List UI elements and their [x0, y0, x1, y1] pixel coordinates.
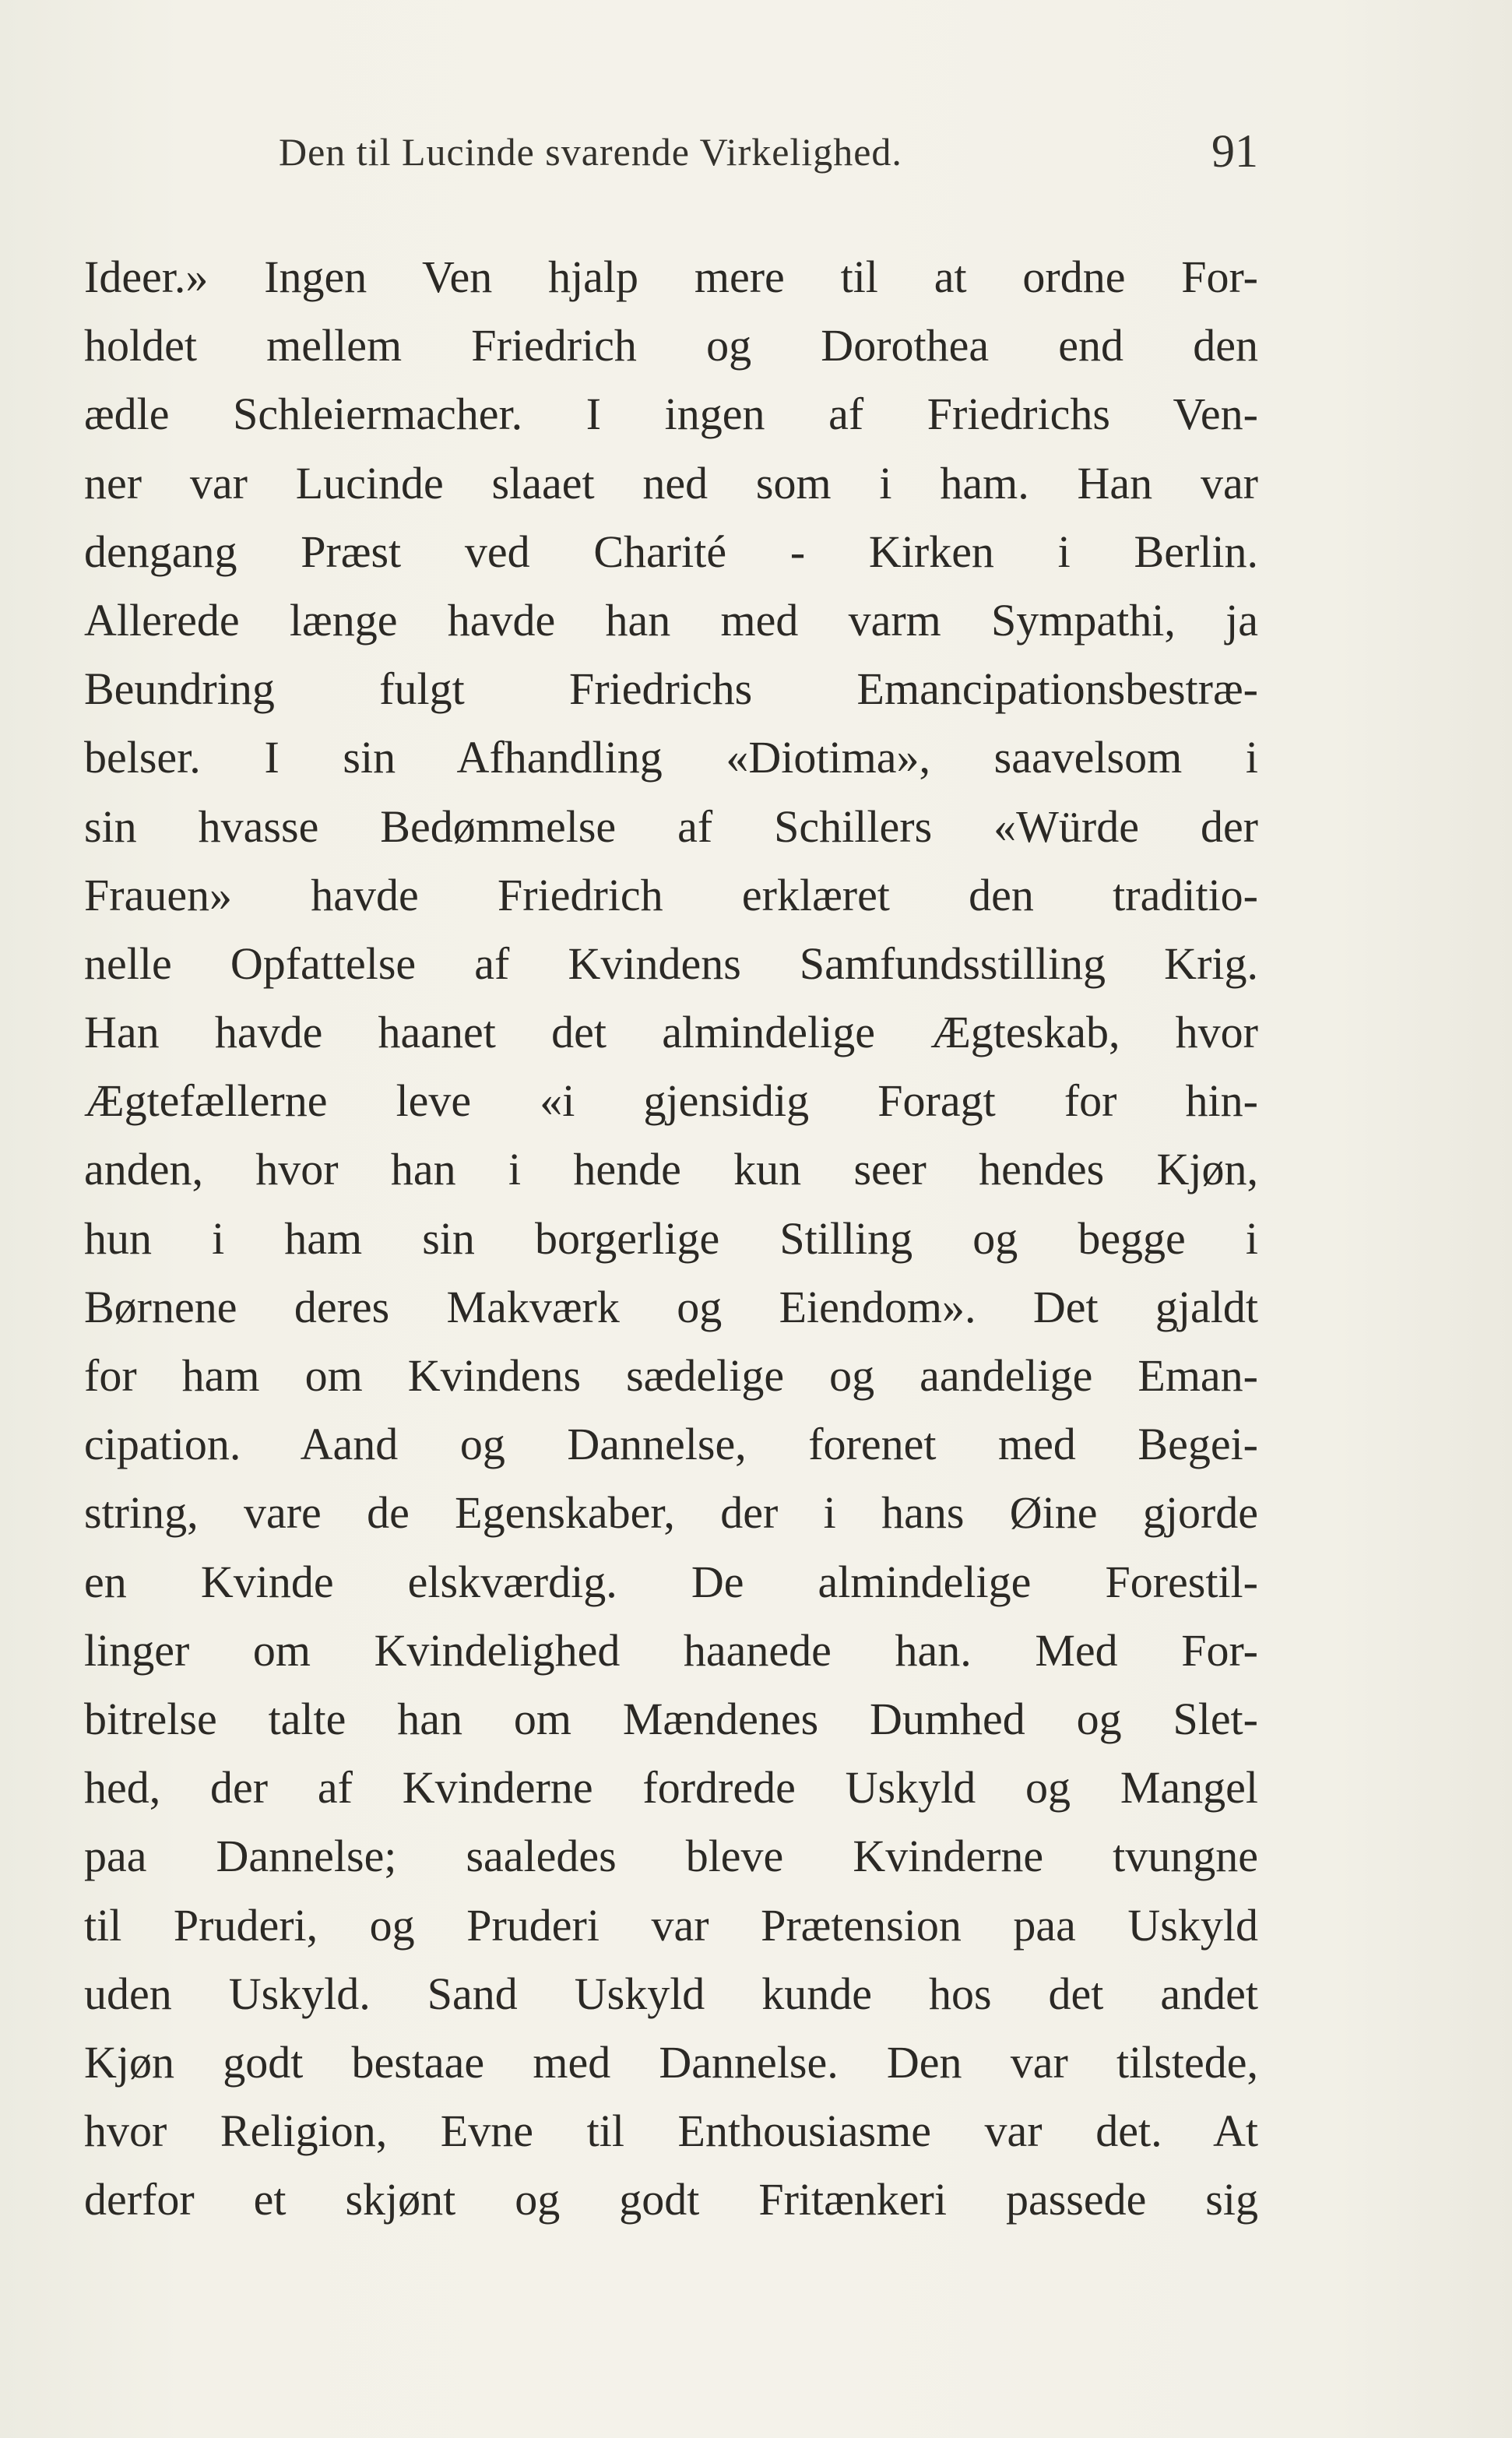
text-line: nelle Opfattelse af Kvindens Samfundsstilling Krig.: [84, 938, 1258, 989]
text-line: hed, der af Kvinderne fordrede Uskyld og Mangel: [84, 1762, 1258, 1814]
text-line: cipation. Aand og Dannelse, forenet med Begei-: [84, 1419, 1258, 1470]
text-line: Frauen» havde Friedrich erklæret den traditio-: [84, 869, 1258, 920]
text-line: en Kvinde elskværdig. De almindelige Forestil-: [84, 1556, 1258, 1607]
text-line: Allerede længe havde han med varm Sympathi, ja: [84, 594, 1258, 646]
text-line: for ham om Kvindens sædelige og aandelige Eman-: [84, 1350, 1258, 1401]
text-line: belser. I sin Afhandling «Diotima», saavelsom i: [84, 732, 1258, 783]
text-line: Børnene deres Makværk og Eiendom». Det gjaldt: [84, 1281, 1258, 1332]
text-line: linger om Kvindelighed haanede han. Med For-: [84, 1624, 1258, 1676]
running-title: Den til Lucinde svarende Virkelighed.: [279, 130, 902, 174]
text-line: string, vare de Egenskaber, der i hans Øine gjorde: [84, 1487, 1258, 1539]
page-number: 91: [1211, 125, 1258, 177]
text-line: dengang Præst ved Charité - Kirken i Berlin.: [84, 526, 1258, 577]
text-line: sin hvasse Bedømmelse af Schillers «Würde der: [84, 800, 1258, 852]
text-line: bitrelse talte han om Mændenes Dumhed og Slet-: [84, 1693, 1258, 1744]
text-line: Ideer.» Ingen Ven hjalp mere til at ordne For-: [84, 252, 1258, 302]
text-line: hvor Religion, Evne til Enthousiasme var det. At: [84, 2106, 1258, 2157]
running-head: [84, 125, 1258, 187]
text-line: Ægtefællerne leve «i gjensidig Foragt for hin-: [84, 1075, 1258, 1127]
text-line: til Pruderi, og Pruderi var Prætension paa Uskyld: [84, 1899, 1258, 1951]
text-line: hun i ham sin borgerlige Stilling og begge i: [84, 1212, 1258, 1264]
text-line: derfor et skjønt og godt Fritænkeri passede sig: [84, 2174, 1258, 2225]
body-text: [84, 243, 1258, 2234]
text-line: Beundring fulgt Friedrichs Emancipationsbestræ-: [84, 663, 1258, 715]
text-line: anden, hvor han i hende kun seer hendes Kjøn,: [84, 1144, 1258, 1195]
text-line: Kjøn godt bestaae med Dannelse. Den var tilstede,: [84, 2036, 1258, 2088]
text-line: paa Dannelse; saaledes bleve Kvinderne tvungne: [84, 1831, 1258, 1882]
text-line: uden Uskyld. Sand Uskyld kunde hos det andet: [84, 1968, 1258, 2019]
text-line: ner var Lucinde slaaet ned som i ham. Han var: [84, 457, 1258, 508]
text-line: ædle Schleiermacher. I ingen af Friedrichs Ven-: [84, 389, 1258, 440]
text-line: holdet mellem Friedrich og Dorothea end den: [84, 320, 1258, 371]
text-line: Han havde haanet det almindelige Ægteskab, hvor: [84, 1007, 1258, 1058]
